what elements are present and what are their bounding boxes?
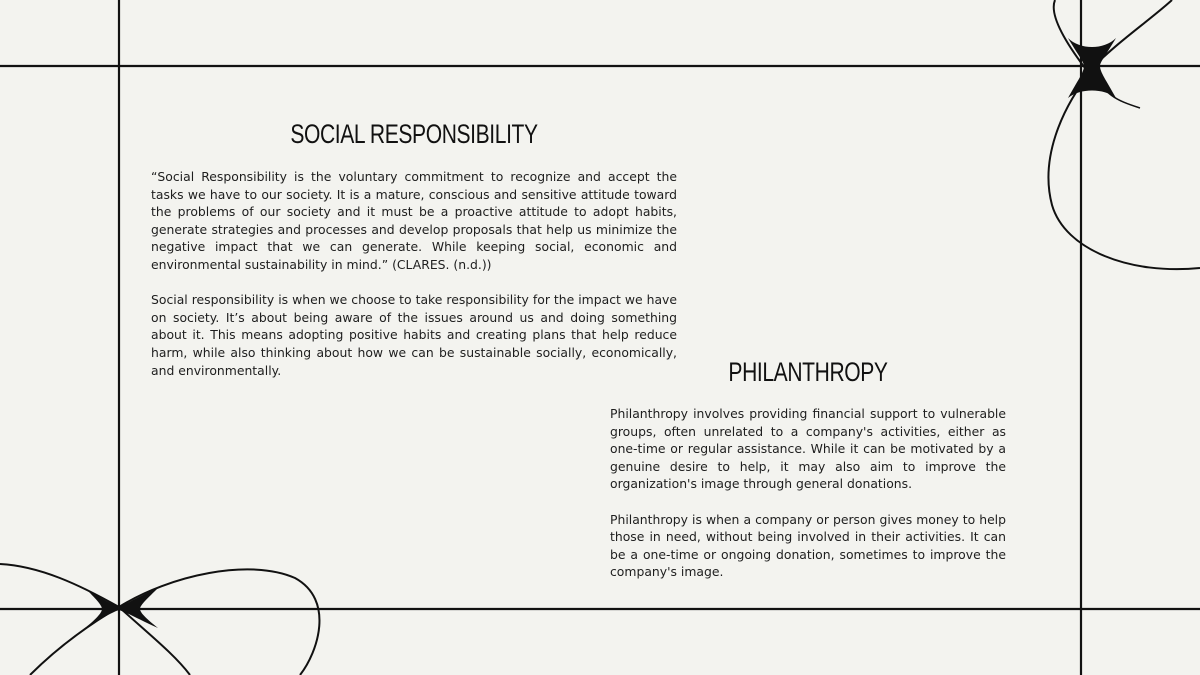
philanthropy-text [610, 405, 1006, 581]
social-responsibility-heading: SOCIAL RESPONSIBILITY [290, 119, 538, 149]
philanthropy-summary: Philanthropy is when a company or person gives money to help those in need, without being involved in their activities. It can be a one-time or ongoing donation, sometimes to improve the company's image. [610, 511, 1006, 580]
ornament-top-right [1048, 0, 1200, 269]
philanthropy-definition: Philanthropy involves providing financial support to vulnerable groups, often unrelated to a company's activities, either as one-time or regular assistance. While it can be motivated by a genuine desire to help, it may also aim to improve the organization's image through general donations. [610, 406, 1006, 492]
philanthropy-heading: PHILANTHROPY [728, 357, 888, 387]
ornament-bottom-left [0, 564, 319, 675]
social-responsibility-quote: “Social Responsibility is the voluntary commitment to recognize and accept the tasks we have to our society. It is a mature, conscious and sensitive attitude toward the problems of our society and it must be a proactive attitude to adopt habits, generate strategies and processes and develop proposals that help us minimize the negative impact that we can generate. While keeping social, economic and environmental sustainability in mind.” (CLARES. (n.d.)) [151, 169, 677, 272]
social-responsibility-text [151, 168, 677, 379]
social-responsibility-summary: Social responsibility is when we choose to take responsibility for the impact we have on society. It’s about being aware of the issues around us and doing something about it. This means adopting positive habits and creating plans that help reduce harm, while also thinking about how we can be sustainable socially, economically, and environmentally. [151, 292, 677, 378]
